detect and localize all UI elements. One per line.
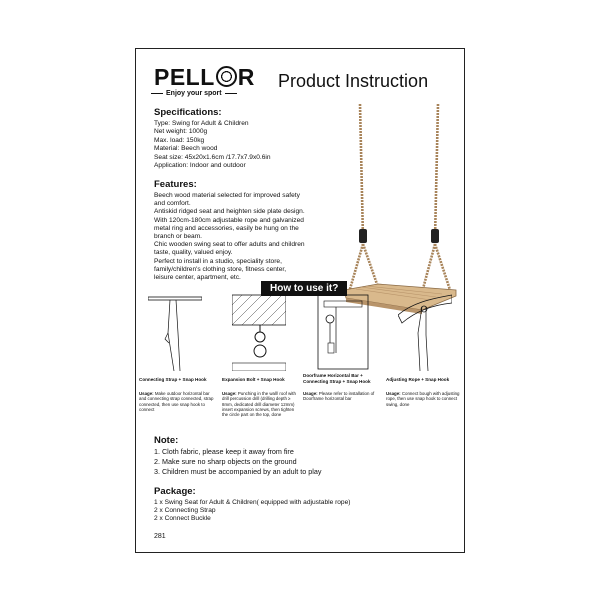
note-item: 3. Children must be accompanied by an adult to play — [154, 467, 322, 476]
features-heading: Features: — [154, 179, 197, 190]
feature-line: Beech wood material selected for improved safety — [154, 192, 300, 199]
adjusting-rope-figure — [398, 293, 452, 371]
package-heading: Package: — [154, 486, 196, 497]
page-number: 281 — [154, 533, 166, 540]
step-usage: Usage: Connect bough with adjusting rope, then use snap hook to connect swing, done — [386, 391, 460, 407]
feature-line: leisure center, apartment, etc. — [154, 274, 241, 282]
spec-line: Application: Indoor and outdoor — [154, 162, 246, 170]
step-usage: Usage: Make outdoor horizontal bar and connecting strap connected, strap connected, then use snap hook to connect — [139, 391, 214, 412]
spec-line: Max. load: 150kg — [154, 136, 205, 144]
spec-line: Seat size: 45x20x1.6cm /17.7x7.9x0.6in — [154, 153, 271, 161]
brand-logo: PELL R — [154, 64, 255, 90]
feature-line: and comfort. — [154, 200, 191, 208]
note-item: 1. Cloth fabric, please keep it away from fire — [154, 447, 294, 456]
instruction-sheet — [135, 48, 465, 553]
page-title: Product Instruction — [278, 71, 429, 91]
notes-list — [154, 447, 321, 477]
spec-line: Material: Beech wood — [154, 145, 218, 153]
golf-ball-icon — [216, 66, 237, 87]
feature-line: Chic wooden swing seat to offer adults and children — [154, 241, 305, 249]
expansion-bolt-figure — [232, 293, 286, 371]
package-list — [154, 499, 350, 524]
specifications-heading: Specifications: — [154, 107, 222, 118]
connecting-strap-figure — [148, 293, 202, 371]
feature-line: taste, quality, valued enjoy. — [154, 249, 233, 257]
note-heading: Note: — [154, 435, 179, 446]
feature-line: Perfect to install in a studio, speciality store, — [154, 257, 282, 265]
step-caption: Connecting Strap + Snap Hook — [139, 377, 207, 382]
doorframe-bar-figure — [316, 293, 370, 371]
how-to-use-banner: How to use it? — [261, 281, 347, 296]
step-usage: Usage: Please refer to installation of Doorframe horizontal bar — [303, 391, 375, 402]
brand-tagline: Enjoy your sport — [148, 90, 240, 97]
specifications-list — [154, 120, 271, 170]
feature-line: With 120cm-180cm adjustable rope and galvanized — [154, 216, 304, 224]
feature-line: metal ring and accessories, easily be hung on the — [154, 224, 299, 232]
spec-line: Type: Swing for Adult & Children — [154, 120, 249, 127]
step-caption: Doorframe Horizontal Bar + Connecting Strap + Snap Hook — [303, 373, 371, 384]
package-item: 2 x Connecting Strap — [154, 507, 216, 515]
step-caption: Expansion Bolt + Snap Hook — [222, 377, 285, 382]
features-list — [154, 192, 344, 282]
step-usage: Usage: Punching in the wall/ roof with drill percussion drill (drilling depth ≥ 8mm, dedicated drill diameter 12mm) insert expansion screws, then tighten the circle part on the top, done — [222, 391, 296, 418]
feature-line: family/children's clothing store, fitness center, — [154, 265, 287, 273]
package-item: 1 x Swing Seat for Adult & Children( equipped with adjustable rope) — [154, 499, 351, 506]
step-caption: Adjusting Rope + Snap Hook — [386, 377, 450, 382]
note-item: 2. Make sure no sharp objects on the ground — [154, 457, 297, 466]
package-item: 2 x Connect Buckle — [154, 515, 211, 523]
spec-line: Net weight: 1000g — [154, 128, 208, 136]
feature-line: Antiskid ridged seat and heighten side plate design. — [154, 208, 305, 216]
feature-line: branch or beam. — [154, 233, 203, 241]
wooden-swing-illustration — [336, 104, 461, 319]
